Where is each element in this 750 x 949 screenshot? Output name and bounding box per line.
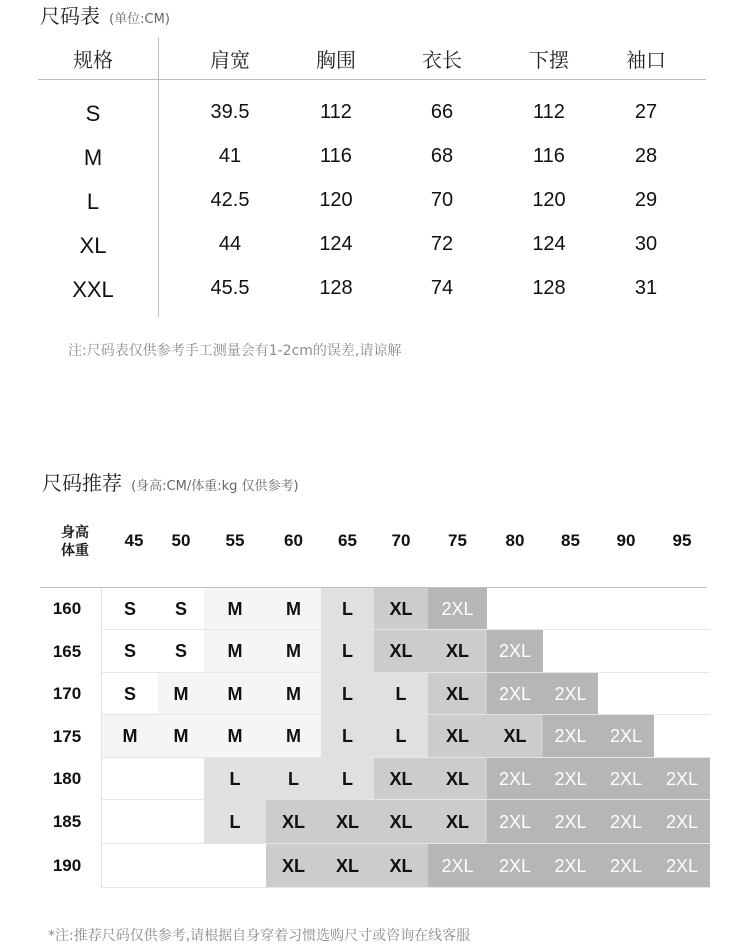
size-recommend-cell — [654, 630, 710, 673]
size-recommend-cell — [204, 844, 266, 888]
size-table-cell: 112 — [320, 101, 352, 123]
size-recommend-cell: M — [266, 588, 321, 630]
size-recommend-cell: XL — [428, 715, 487, 758]
size-table-cell: 31 — [634, 277, 658, 299]
size-table-header-cell: 衣长 — [422, 48, 462, 72]
weight-header-55: 55 — [225, 531, 245, 550]
size-recommend-cell — [598, 673, 654, 715]
grid-left-border — [101, 588, 102, 888]
size-recommend-cell — [102, 844, 158, 888]
size-table-cell: 120 — [319, 189, 353, 211]
size-table-cell: 124 — [319, 233, 353, 255]
size-table-title: 尺码表 — [40, 4, 100, 28]
size-table-cell: 66 — [430, 101, 454, 123]
size-recommend-cell: XL — [428, 630, 487, 673]
size-recommend-cell: 2XL — [487, 800, 543, 844]
grid-row-line — [102, 799, 710, 800]
size-recommend-cell: 2XL — [428, 844, 487, 888]
size-table-cell: 27 — [634, 101, 658, 123]
size-recommend-cell: M — [266, 715, 321, 758]
size-table-cell: 29 — [634, 189, 658, 211]
size-table-header-cell: 袖口 — [626, 48, 666, 72]
height-label-185: 185 — [52, 812, 82, 831]
size-recommend-cell: L — [321, 630, 374, 673]
size-table-cell: 30 — [634, 233, 658, 255]
size-recommend-cell: 2XL — [428, 588, 487, 630]
size-table-unit: (单位:CM) — [109, 12, 170, 27]
size-recommend-cell: 2XL — [654, 758, 710, 800]
size-recommend-cell: S — [158, 630, 204, 673]
size-recommend-cell — [654, 715, 710, 758]
grid-row-line — [102, 757, 710, 758]
weight-header-75: 75 — [448, 531, 467, 550]
size-recommend-cell — [158, 844, 204, 888]
size-recommend-cell: S — [102, 673, 158, 715]
size-table-cell: 116 — [320, 145, 352, 167]
weight-header-50: 50 — [171, 531, 191, 550]
grid-row-line — [102, 714, 710, 715]
size-recommend-cell: 2XL — [487, 758, 543, 800]
size-recommend-cell: XL — [374, 630, 428, 673]
size-table-cell: 28 — [634, 145, 658, 167]
size-recommend-cell: 2XL — [654, 800, 710, 844]
size-table-cell: 42.5 — [210, 189, 250, 211]
size-table-cell: 120 — [532, 189, 566, 211]
size-recommend-cell: L — [321, 758, 374, 800]
size-recommend-cell — [102, 800, 158, 844]
size-recommend-cell: 2XL — [487, 673, 543, 715]
size-recommend-cell: 2XL — [598, 758, 654, 800]
size-recommend-cell — [158, 800, 204, 844]
size-recommend-cell — [598, 588, 654, 630]
size-recommend-cell: 2XL — [598, 800, 654, 844]
size-recommend-cell: 2XL — [487, 844, 543, 888]
grid-row-line — [102, 629, 710, 630]
corner-weight-label: 体重 — [61, 543, 89, 559]
height-label-175: 175 — [52, 726, 82, 746]
size-table-cell: 74 — [430, 277, 454, 299]
size-recommend-cell — [102, 758, 158, 800]
size-table-size-label: XL — [79, 233, 107, 258]
recommend-note: *注:推荐尺码仅供参考,请根据自身穿着习惯选购尺寸或咨询在线客服 — [48, 928, 471, 944]
size-table-note: 注:尺码表仅供参考手工测量会有1-2cm的误差,请谅解 — [68, 343, 402, 359]
size-recommend-cell: XL — [321, 844, 374, 888]
size-recommend-cell: XL — [487, 715, 543, 758]
grid-row-line — [102, 843, 710, 844]
size-recommend-cell: XL — [428, 673, 487, 715]
height-label-160: 160 — [52, 599, 82, 618]
weight-header-70: 70 — [391, 531, 411, 550]
size-recommend-cell: 2XL — [543, 844, 598, 888]
size-recommend-cell: L — [374, 673, 428, 715]
size-table-cell: 112 — [533, 101, 565, 123]
weight-header-60: 60 — [284, 531, 303, 550]
weight-header-65: 65 — [338, 531, 357, 550]
size-recommend-cell: 2XL — [487, 630, 543, 673]
size-recommend-cell: XL — [266, 800, 321, 844]
size-recommend-cell: XL — [374, 588, 428, 630]
size-recommend-cell: L — [204, 758, 266, 800]
size-table-cell: 128 — [532, 277, 566, 299]
weight-header-95: 95 — [672, 531, 692, 550]
size-table-header-cell: 下摆 — [529, 48, 569, 72]
size-recommend-cell — [654, 673, 710, 715]
size-recommend-cell: XL — [374, 844, 428, 888]
size-recommend-cell: XL — [428, 800, 487, 844]
size-recommend-cell: XL — [374, 758, 428, 800]
size-recommend-cell: S — [102, 588, 158, 630]
size-recommend-cell: 2XL — [543, 758, 598, 800]
size-recommend-cell: L — [374, 715, 428, 758]
height-label-190: 190 — [52, 856, 82, 875]
size-recommend-cell: S — [102, 630, 158, 673]
size-recommend-cell: L — [321, 715, 374, 758]
size-recommend-cell: M — [204, 715, 266, 758]
size-table-header-cell: 规格 — [73, 48, 113, 72]
size-table-size-label: S — [85, 101, 101, 126]
size-recommend-cell: M — [102, 715, 158, 758]
size-recommend-cell — [598, 630, 654, 673]
height-label-170: 170 — [52, 684, 82, 703]
size-recommend-cell: L — [321, 588, 374, 630]
size-recommend-cell — [543, 630, 598, 673]
size-recommend-cell: XL — [374, 800, 428, 844]
corner-height-label: 身高 — [61, 525, 89, 541]
recommend-title: 尺码推荐 — [42, 471, 122, 495]
recommend-unit: (身高:CM/体重:kg 仅供参考) — [131, 479, 299, 494]
height-label-180: 180 — [52, 769, 82, 788]
size-recommend-cell: XL — [266, 844, 321, 888]
size-table-header-cell: 胸围 — [316, 48, 356, 72]
size-recommend-cell: M — [158, 673, 204, 715]
size-recommend-cell: 2XL — [654, 844, 710, 888]
size-table-size-label: L — [86, 189, 100, 214]
weight-header-80: 80 — [505, 531, 525, 550]
size-recommend-cell — [654, 588, 710, 630]
grid-row-line — [102, 887, 710, 888]
size-table-cell: 128 — [319, 277, 353, 299]
size-recommend-cell: 2XL — [543, 673, 598, 715]
size-recommend-cell: M — [266, 673, 321, 715]
size-recommend-cell: L — [266, 758, 321, 800]
size-recommend-cell: XL — [321, 800, 374, 844]
size-table-cell: 68 — [430, 145, 454, 167]
size-table-cell: 44 — [218, 233, 242, 255]
size-recommend-cell: M — [204, 673, 266, 715]
size-recommend-cell: 2XL — [598, 844, 654, 888]
size-recommend-cell: M — [204, 630, 266, 673]
size-table-cell: 70 — [430, 189, 454, 211]
size-recommend-cell: L — [321, 673, 374, 715]
size-table-cell: 39.5 — [210, 101, 250, 123]
size-recommend-cell: XL — [428, 758, 487, 800]
size-recommend-cell: 2XL — [543, 800, 598, 844]
size-recommend-cell: 2XL — [598, 715, 654, 758]
size-table-cell: 45.5 — [210, 277, 250, 299]
weight-header-45: 45 — [124, 531, 144, 550]
size-table-cell: 124 — [532, 233, 566, 255]
size-recommend-cell: M — [266, 630, 321, 673]
size-recommend-cell — [158, 758, 204, 800]
size-table-size-label: XXL — [72, 277, 114, 302]
size-recommend-cell: M — [158, 715, 204, 758]
weight-header-85: 85 — [561, 531, 580, 550]
size-recommend-cell — [543, 588, 598, 630]
size-recommend-cell: M — [204, 588, 266, 630]
size-recommend-cell — [487, 588, 543, 630]
grid-row-line — [102, 672, 710, 673]
size-table-cell: 41 — [218, 145, 242, 167]
size-table-size-label: M — [83, 145, 103, 170]
size-table-cell: 116 — [533, 145, 565, 167]
size-recommend-cell: S — [158, 588, 204, 630]
size-recommend-cell: L — [204, 800, 266, 844]
size-recommend-cell: 2XL — [543, 715, 598, 758]
size-table-header-cell: 肩宽 — [210, 48, 250, 72]
weight-header-90: 90 — [616, 531, 636, 550]
size-table-cell: 72 — [430, 233, 454, 255]
height-label-165: 165 — [52, 641, 82, 661]
